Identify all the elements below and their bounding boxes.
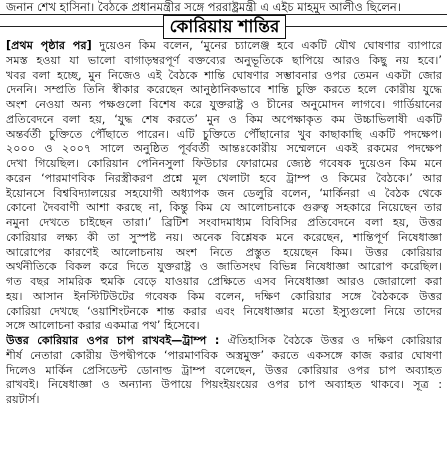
lead-line — [6, 39, 442, 54]
sub-paragraph-line: রয়টার্স। — [6, 393, 40, 406]
paragraph-line: দেননি। সম্প্রতি তিনি স্বীকার করেছেন আনুষ্ঠানিকভাবে শান্তি চুক্তি করতে হলে কোরীয় যুদ্ধে — [6, 83, 442, 97]
paragraph-line: দেখা গিয়েছিল। কোরিয়ান পেনিনসুলা ফিউচার ফোরামের জ্যেষ্ঠ গবেষক দুয়েওন কিম মনে — [6, 157, 442, 170]
lead-line-text: দুয়েওন কিম বলেন, ‘মুনের চ্যালেঞ্জ হবে একটি যৌথ ঘোষণার ব্যাপারে — [99, 39, 442, 52]
paragraph-line: অর্থনীতিকে বিকল করে দিতে যুক্তরাষ্ট্র ও জাতিসংঘ বিভিন্ন নিষেধাজ্ঞা আরোপ করেছিল। — [6, 260, 442, 274]
paragraph-line: কোরিয়ার লক্ষ্য কী তা সুস্পষ্ট নয়। অনেক বিশ্লেষক মনে করেছেন, শান্তিপূর্ণ নিষেধাজ্ঞা — [6, 230, 442, 244]
sub-headline: উত্তর কোরিয়ার ওপর চাপ রাখবই—ট্রাম্প : — [6, 334, 220, 347]
paragraph-lines — [6, 54, 442, 334]
paragraph-line: প্রতিবেদনে বলা হয়, ‘যুদ্ধ শেষ করতে’ মুন ও কিম অপেক্ষাকৃত কম উচ্চাভিলাষী একটি — [6, 112, 442, 126]
headline: কোরিয়ায় শান্তির — [169, 17, 280, 37]
paragraph-line: খবর বলা হচ্ছে, মুন নিজেও এই বৈঠকে শান্তি ঘোষণার সম্ভাবনার ওপর তেমন একটা জোর — [6, 68, 442, 82]
paragraph-line: নমুনা দেখতে চাইছেন তারা।’ ব্রিটিশ সংবাদমাধ্যম বিবিসির প্রতিবেদনে বলা হয়, উত্তর — [6, 216, 442, 229]
headline-box — [163, 15, 286, 39]
previous-article-tail: জনান শেখ হাসিনা। বৈঠকে প্রধানমন্ত্রীর সঙ্গে পররাষ্ট্রমন্ত্রী এ এইচ মাহমুদ আলীও ছিলেন। — [6, 0, 401, 14]
article-body — [6, 39, 442, 408]
continuation-label: [প্রথম পৃষ্ঠার পর] — [6, 39, 92, 52]
paragraph-line: সমস্ত হওয়া যা ভালো বাগাড়ম্বরপূর্ণ বক্তব্যের অনুভূতিকে ছাপিয়ে আরও কিছু নয় হবে।’ — [6, 53, 442, 67]
sub-paragraph-line: শীর্ষ নেতারা কোরীয় উপদ্বীপকে ‘পারমাণবিক অস্ত্রমুক্ত’ করতে একসঙ্গে কাজ করার ঘোষণা — [6, 348, 442, 362]
sub-paragraph-line: রাখবই। নিষেধাজ্ঞা ও অন্যান্য উপায়ে পিয়ংইয়ংয়ের ওপর চাপ অব্যাহত থাকবে। সূত্র : — [6, 378, 442, 392]
sub-head-line-text: ঐতিহাসিক বৈঠকে উত্তর ও দক্ষিণ কোরিয়ার — [227, 334, 442, 347]
paragraph-line: ২০০০ ও ২০০৭ সালে অনুষ্ঠিত পূর্ববর্তী আন্তঃকোরীয় সম্মেলনে একই রকমের পদক্ষেপ — [6, 142, 442, 156]
paragraph-line: সঙ্গে আলোচনা করার একমাত্র পথ’ হিসেবে। — [6, 319, 200, 333]
paragraph-line: কোরিয়া দেখছে ‘ওয়াশিংটনকে শান্ত করার এবং নিষেধাজ্ঞার মতো ইস্যুগুলো নিয়ে তাদের — [6, 304, 442, 318]
sub-paragraph-line: দিলেও মার্কিন প্রেসিডেন্ট ডোনাল্ড ট্রাম্প বলেছেন, উত্তর কোরিয়ার ওপর চাপ অব্যাহত — [6, 363, 442, 377]
paragraph-line: গত বছর সামরিক হুমকি বেড়ে যাওয়ার প্রেক্ষিতে এসব নিষেধাজ্ঞা আরও জোরালো করা — [6, 275, 442, 288]
paragraph-line: করেন ‘পারমাণবিক নিরস্ত্রীকরণ প্রশ্নে মূল খেলাটা হবে ট্রাম্প ও কিমের বৈঠকে।’ আর — [6, 171, 442, 185]
paragraph-line: কোনো দৈববাণী আশা করছে না, কিন্তু কিম যে আলোচনাকে গুরুত্ব সহকারে নিয়েছেন তার — [6, 201, 442, 215]
paragraph-line: আরোপের কারণেই আলোচনায় অংশ নিতে প্রস্তুত হয়েছেন কিম। উত্তর কোরিয়ার — [6, 245, 442, 259]
paragraph-line: ইয়োনসে বিশ্ববিদ্যালয়ের সহযোগী অধ্যাপক জন ডেলুরি বলেন, ‘মার্কিনরা এ বৈঠক থেকে — [6, 186, 442, 200]
sub-paragraph-lines — [6, 349, 442, 408]
paragraph-line: হয়। আসান ইনস্টিটিউটের গবেষক কিম বলেন, দক্ষিণ কোরিয়ার সঙ্গে বৈঠককে উত্তর — [6, 289, 442, 303]
paragraph-line: অংশ নেওয়া অন্য পক্ষগুলো বিশেষ করে যুক্তরাষ্ট্র ও চীনের অনুমোদন লাগবে। গার্ডিয়ানের — [6, 98, 442, 111]
sub-head-line — [6, 334, 442, 349]
paragraph-line: অন্তর্বর্তী চুক্তিতে পৌঁছাতে পারেন। এটি চুক্তিতে পৌঁছানোর খুব কাছাকাছি একটি পদক্ষেপ। — [6, 127, 442, 141]
